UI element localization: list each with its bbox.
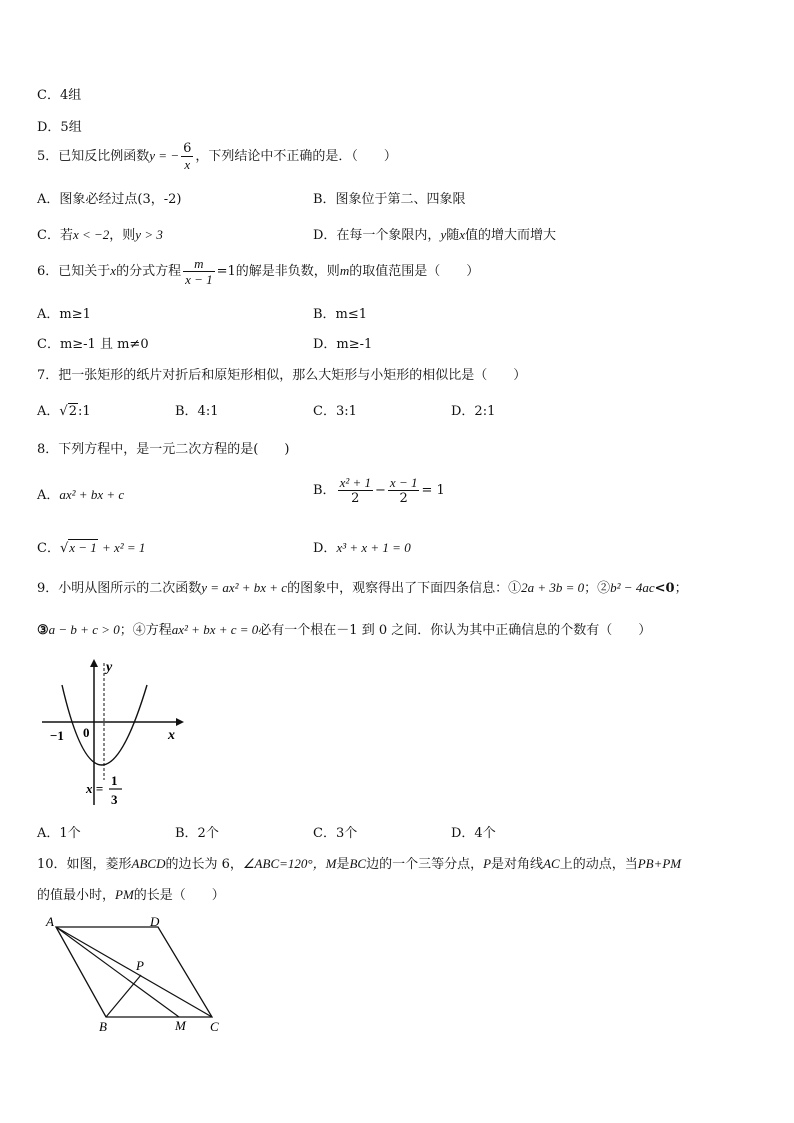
q8-a-label: A． [37,488,60,503]
q8-d-expr: x³ + x + 1 = 0 [336,540,411,555]
q5-c-prefix: C．若 [37,228,73,243]
q10-label-m: M [175,1018,186,1033]
q10-pbpm: PB+PM [637,856,682,871]
q8-option-c [37,537,145,556]
q5-c-condition: x < −2 [72,227,110,242]
q6-fraction [183,256,215,287]
q6-eq: =1 [216,264,236,279]
q10-l1-e: 是对角线 [491,857,544,872]
q5-d-mid: 随 [446,228,460,243]
q10-diagonal-ac [56,927,212,1017]
q10-label-c: C [210,1019,219,1034]
q5-function-lhs: y = − [149,148,180,163]
q9-x-axis-arrow [176,718,184,726]
q7-a-prefix: A． [37,404,60,419]
q8-option-a [37,484,124,503]
q8-c-sqrt-value: x − 1 [69,540,97,555]
q6-mid: 的分式方程 [116,264,182,279]
q8-d-label: D． [313,541,337,556]
q8-a-expr: ax² + bx + c [59,487,125,502]
q8-b-label: B． [313,483,336,498]
q9-line1 [37,577,688,596]
q9-line2 [37,619,651,638]
q9-l2-a: ③ [37,623,49,638]
q10-line1 [37,853,681,872]
q10-p: P [483,856,492,871]
q9-axis-eq-label: x = [86,781,104,796]
q5-stem-prefix: 5．已知反比例函数 [37,149,150,164]
q8-c-rest: + x² = 1 [101,540,146,555]
q8-b-op: − [375,483,386,498]
q9-x-label: x [168,728,175,743]
q10-bc: BC [349,856,367,871]
q9-l2-eq: ax² + bx + c = 0 [171,622,259,637]
q10-m: M [325,856,337,871]
q5-fraction [181,141,193,172]
q10-l1-d: 边的一个三等分点， [366,857,484,872]
q9-y-axis-arrow [90,659,98,667]
q8-option-b [313,475,445,506]
q8-b-frac1-num: x² + 1 [339,475,372,490]
q8-b-eq: = 1 [421,483,445,498]
q7-a-sqrt-sign: √ [59,404,68,419]
q9-option-c: C．3个 [313,826,358,841]
q10-l1-a: 10．如图，菱形 [37,857,132,872]
q10-abcd: ABCD [131,856,166,871]
q10-pm: PM [115,887,134,902]
q10-rhombus-figure [40,910,230,1035]
q9-l1-cond2b: <0 [654,581,675,596]
q9-option-b: B．2个 [175,826,219,841]
q10-line2 [37,884,225,903]
q5-d-y: y [440,227,447,242]
q6-var-m: m [339,263,350,278]
q9-l1-cond1: 2a + 3b = 0 [521,580,585,595]
q8-c-label: C． [37,541,60,556]
q5-option-c [37,224,163,243]
q10-angle: ∠ABC=120°， [242,856,326,871]
q9-neg1-label: −1 [50,728,64,743]
q5-d-suffix: 值的增大而增大 [465,228,557,243]
q6-prefix: 6．已知关于 [37,264,111,279]
q7-option-d: D．2:1 [451,404,496,419]
q9-parabola-graph [38,655,188,810]
q10-segment-pb [106,975,141,1017]
q5-fraction-num: 6 [183,141,192,156]
q5-c-result: y > 3 [135,227,163,242]
q8-b-frac2-num: x − 1 [389,475,418,490]
q9-l1-cond2: b² − 4ac [610,580,655,595]
q9-l2-c: 必有一个根在－1 到 0 之间．你认为其中正确信息的个数有（ ） [258,623,652,638]
q6-suffix-a: 的解是非负数，则 [235,264,340,279]
q10-label-p: P [136,958,144,973]
q10-label-a: A [46,914,54,929]
q10-l1-c: 是 [336,857,350,872]
q8-c-sqrt-sign: √ [59,541,69,556]
q4-option-c: C．4组 [37,88,82,103]
q5-option-a: A．图象必经过点(3，-2) [37,192,182,207]
q4-option-d: D．5组 [37,120,82,135]
q10-l2-b: 的长是（ ） [133,888,225,903]
q6-option-c: C．m≥-1 且 m≠0 [37,337,149,352]
q7-option-a [37,400,91,419]
q7-a-suffix: :1 [77,404,91,419]
q8-b-frac2-den: 2 [399,491,408,506]
q6-option-b: B．m≤1 [313,307,368,322]
q5-option-d [313,224,556,243]
q8-stem: 8．下列方程中，是一元二次方程的是( ) [37,442,290,457]
q8-option-d [313,537,411,556]
q6-stem [37,256,479,287]
q9-l1-b: 的图象中，观察得出了下面四条信息：① [287,581,522,596]
q9-axis-den: 3 [111,792,118,807]
q10-l1-f: 上的动点，当 [559,857,638,872]
q5-fraction-den: x [184,157,191,172]
q6-fraction-den: x − 1 [185,272,213,287]
q5-d-prefix: D．在每一个象限内， [313,228,441,243]
q10-label-b: B [99,1019,107,1034]
q9-option-d: D．4个 [451,826,496,841]
q7-option-c: C．3:1 [313,404,357,419]
q6-fraction-num: m [183,256,215,272]
q9-l1-sep: ；② [584,581,611,596]
q9-l2-cond3: a − b + c > 0 [48,622,120,637]
q9-l1-a: 9．小明从图所示的二次函数 [37,581,202,596]
q8-b-frac1-den: 2 [351,491,360,506]
q9-origin-label: 0 [83,725,90,740]
q5-option-b: B．图象位于第二、四象限 [313,192,466,207]
q8-b-frac2 [388,475,420,506]
q9-l1-end: ； [674,581,688,596]
q5-stem [37,141,397,172]
q10-label-d: D [150,914,160,929]
q7-stem: 7．把一张矩形的纸片对折后和原矩形相似，那么大矩形与小矩形的相似比是（ ） [37,368,527,383]
q9-axis-num: 1 [111,773,118,788]
q6-option-a: A．m≥1 [37,307,91,322]
q10-ac: AC [543,856,560,871]
q9-l1-func: y = ax² + bx + c [201,580,288,595]
q9-option-a: A．1个 [37,826,81,841]
q10-l2-a: 的值最小时， [37,888,116,903]
q6-suffix-b: 的取值范围是（ ） [349,264,480,279]
q5-stem-suffix: ，下列结论中不正确的是．（ ） [195,149,397,164]
q5-c-mid: ，则 [109,228,136,243]
q10-l1-b: 的边长为 6， [165,857,243,872]
q6-option-d: D．m≥-1 [313,337,373,352]
q9-y-label: y [106,660,113,675]
q7-option-b: B．4:1 [175,404,219,419]
q8-b-frac1 [338,475,373,506]
q6-var-x: x [110,263,117,278]
q5-d-x: x [459,227,466,242]
q7-a-sqrt-value: 2 [68,404,77,419]
q9-l2-b: ；④方程 [119,623,172,638]
